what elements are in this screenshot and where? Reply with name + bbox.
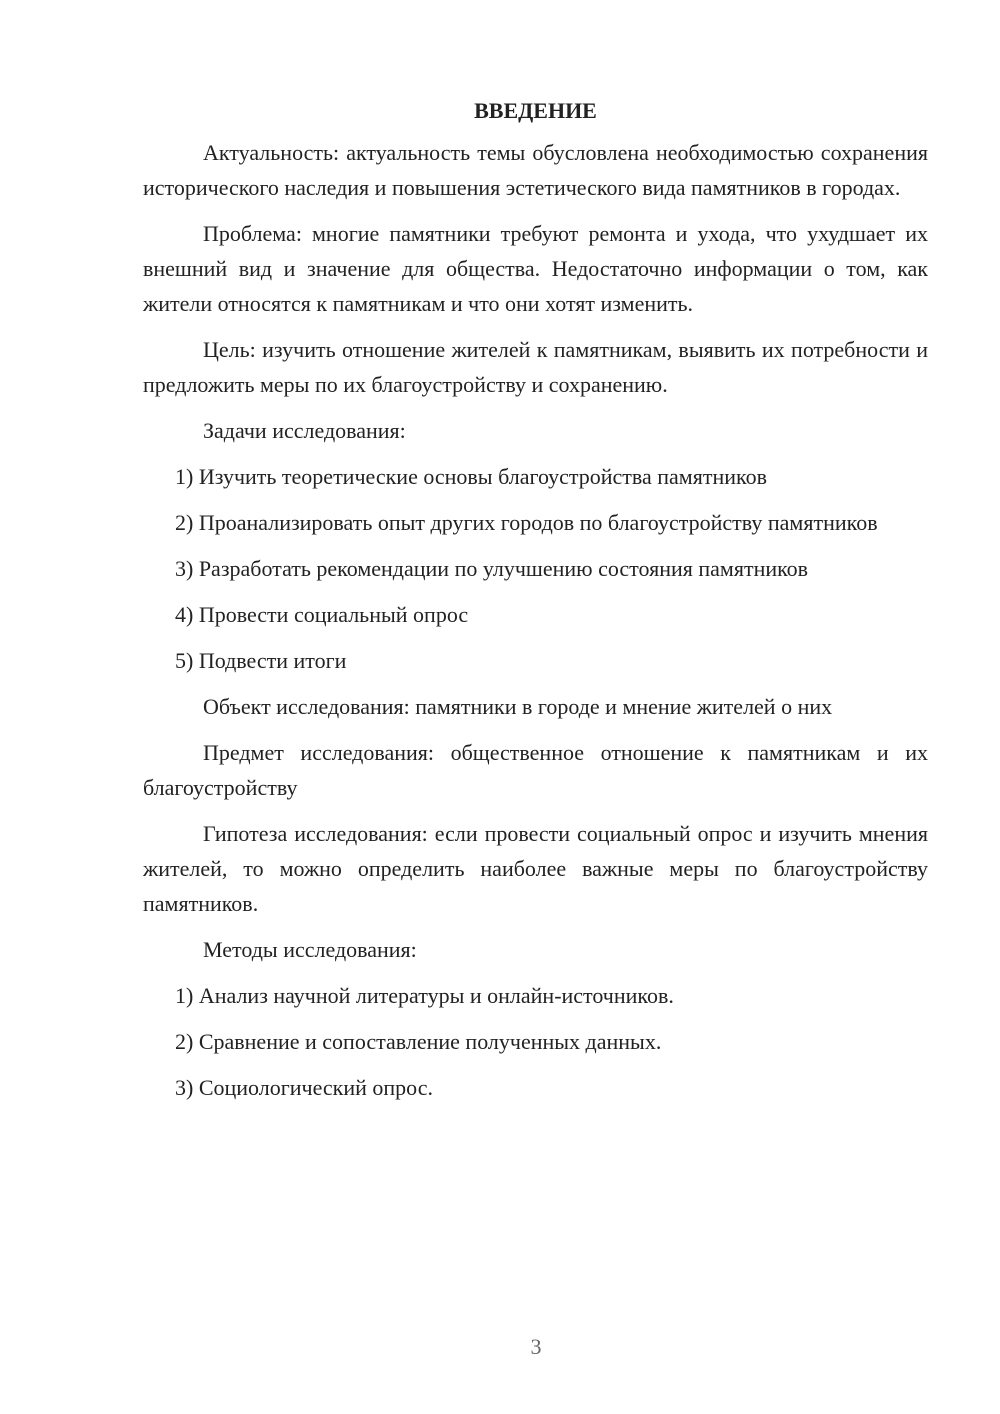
task-item-5: 5) Подвести итоги <box>175 648 347 673</box>
task-item-1: 1) Изучить теоретические основы благоустройства памятников <box>175 464 767 489</box>
task-item-4: 4) Провести социальный опрос <box>175 602 469 627</box>
document-body <box>143 93 928 1116</box>
task-item-3: 3) Разработать рекомендации по улучшению состояния памятников <box>175 556 809 581</box>
method-item-1: 1) Анализ научной литературы и онлайн-источников. <box>175 983 674 1008</box>
method-item-2: 2) Сравнение и сопоставление полученных данных. <box>175 1029 662 1054</box>
paragraph-hypothesis: Гипотеза исследования: если провести социальный опрос и изучить мнения жителей, то можно определить наиболее важные меры по благоустройству памятников. <box>143 821 928 916</box>
paragraph-problem: Проблема: многие памятники требуют ремонта и ухода, что ухудшает их внешний вид и значение для общества. Недостаточно информации о том, как жители относятся к памятникам и что они хотят изменить. <box>143 221 928 316</box>
page-number: 3 <box>530 1334 542 1359</box>
paragraph-object: Объект исследования: памятники в городе и мнение жителей о них <box>203 694 833 719</box>
paragraph-goal: Цель: изучить отношение жителей к памятникам, выявить их потребности и предложить меры по их благоустройству и сохранению. <box>143 337 928 397</box>
section-title: ВВЕДЕНИЕ <box>474 98 597 123</box>
paragraph-relevance: Актуальность: актуальность темы обусловлена необходимостью сохранения исторического наследия и повышения эстетического вида памятников в городах. <box>143 140 928 200</box>
paragraph-methods-heading: Методы исследования: <box>203 937 417 962</box>
paragraph-subject: Предмет исследования: общественное отношение к памятникам и их благоустройству <box>143 740 928 800</box>
paragraph-tasks-heading: Задачи исследования: <box>203 418 406 443</box>
method-item-3: 3) Социологический опрос. <box>175 1075 433 1100</box>
task-item-2: 2) Проанализировать опыт других городов по благоустройству памятников <box>175 510 878 535</box>
